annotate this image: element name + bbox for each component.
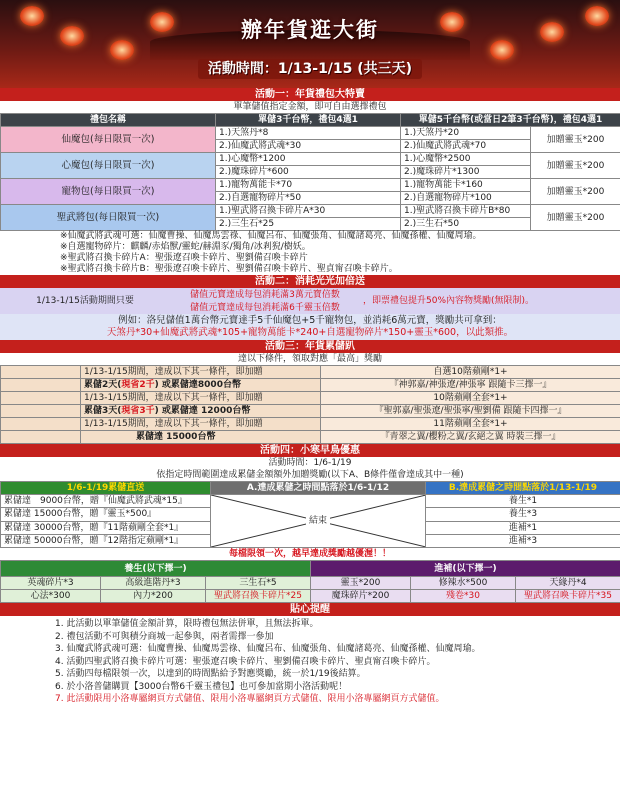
page-title: 辦年貨逛大街 <box>241 18 379 42</box>
choice-item: 三生石*5 <box>206 577 311 590</box>
activity1-note: ※仙魔武將武魂可選：仙魔曹操、仙魔馬雲祿、仙魔呂布、仙魔張角、仙魔諸葛亮、仙魔孫權、仙魔周瑜。 <box>60 231 482 241</box>
activity4-time: 活動時間：1/6-1/19 <box>268 458 352 468</box>
reward-line: 『神郭嘉/神張遼/神張寧 跟隨卡三擇一』 <box>321 379 620 392</box>
pack-item: 1.)天煞丹*20 <box>401 127 531 140</box>
choice-item: 聖武將召換卡碎片*25 <box>206 590 311 603</box>
reward-line: 『聖郭嘉/聖張遼/聖張寧/聖劉備 跟隨卡四擇一』 <box>321 405 620 418</box>
condition-text: 累儲2天( <box>84 380 122 390</box>
col-header: A.達成累儲之時間點落於1/6-1/12 <box>211 482 426 495</box>
evil-header: 進補(以下擇一) <box>311 561 620 577</box>
choice-item: 內力*200 <box>101 590 206 603</box>
choice-item: 心法*300 <box>1 590 101 603</box>
pack-item: 2.)魔珠碎片*600 <box>216 166 401 179</box>
pack-name: 仙魔包(每日限買一次) <box>1 127 216 153</box>
activity3-table <box>0 365 620 444</box>
pack-gift: 加贈靈玉*200 <box>531 205 620 231</box>
activity2-line: 儲值元寶達成每包消耗滿6千靈玉倍數 <box>190 302 340 313</box>
tier-row: 累儲達 9000台幣，贈『仙魔武將武魂*15』 <box>1 495 211 508</box>
activity1-note: ※聖武將召換卡碎片B：聖張遼召喚卡碎片、聖劉備召喚卡碎片、聖貞甯召喚卡碎片。 <box>60 264 398 274</box>
activity2-example <box>0 314 620 340</box>
tip-item: 7. 此活動限用小洛專屬網頁方式儲值、限用小洛專屬網頁方式儲值、限用小洛專屬網頁方式儲值。 <box>55 694 445 704</box>
activity2-box <box>0 288 620 314</box>
col-header: B.達成累儲之時間點落於1/13-1/19 <box>426 482 620 495</box>
choice-item: 修辣水*500 <box>411 577 516 590</box>
condition-line: 1/13-1/15期間，達成以下其一條件，即加贈 <box>81 418 321 431</box>
col-header: 單儲3千台幣，禮包4選1 <box>216 114 401 127</box>
pack-item: 1.)聖武將召換卡碎片A*30 <box>216 205 401 218</box>
activity1-note: ※自選寵物碎片：麒麟/赤焰獸/靈蛇/赫淵豕/獨角/冰剎猊/樹妖。 <box>60 242 311 252</box>
activity1-title: 活動一：年貨禮包大特賣 <box>0 88 620 101</box>
pack-item: 2.)三生石*25 <box>216 218 401 231</box>
tips-title: 貼心提醒 <box>0 603 620 616</box>
activity3-subtitle: 達以下條件，領取對應「最高」獎勵 <box>237 354 382 364</box>
tip-item: 3. 仙魔武將武魂可選：仙魔曹操、仙魔馬雲祿、仙魔呂布、仙魔張角、仙魔諸葛亮、仙魔孫權、仙魔周瑜。 <box>55 644 481 654</box>
pack-item: 1.)心魔幣*1200 <box>216 153 401 166</box>
col-header: 單儲5千台幣(或當日2筆3千台幣)，禮包4選1 <box>401 114 620 127</box>
reward-line: 10階蘋剛全套*1+ <box>321 392 620 405</box>
tip-item: 4. 活動四聖武將召換卡碎片可選：聖張遼召喚卡碎片、聖劉備召喚卡碎片、聖貞甯召喚卡碎片。 <box>55 656 436 667</box>
activity2-line: 儲值元寶達成每包消耗滿3萬元寶倍數 <box>190 289 340 300</box>
col-header: 禮包名稱 <box>1 114 216 127</box>
header-banner <box>0 0 620 88</box>
pack-item: 1.)寵物萬能卡*70 <box>216 179 401 192</box>
activity2-period: 1/13-1/15活動期間只要 <box>36 296 134 306</box>
activity4-title: 活動四：小寒早鳥優惠 <box>0 444 620 457</box>
activity1-table <box>0 113 620 231</box>
choice-item: 高級進階丹*3 <box>101 577 206 590</box>
tier-reward: 進補*1 <box>426 521 620 534</box>
choice-item: 天緣丹*4 <box>516 577 620 590</box>
activity4-subtitle: 依指定時間範圍達成累儲金額額外加贈獎勵(以下A、B條件僅會達成其中一種) <box>156 470 464 480</box>
activity1-subtitle: 單筆儲值指定金額，即可自由選擇禮包 <box>233 102 387 112</box>
condition-line: 1/13-1/15期間，達成以下其一條件，即加贈 <box>81 366 321 379</box>
tier-row: 累儲達 15000台幣，贈『靈玉*500』 <box>1 508 211 521</box>
choice-item: 魔珠碎片*200 <box>311 590 411 603</box>
tier-reward: 養生*3 <box>426 508 620 521</box>
tip-item: 5. 活動四每檔限領一次，以達到的時間點給予對應獎勵，統一於1/19後結算。 <box>55 669 366 679</box>
saving-text: 現省3千 <box>121 406 155 416</box>
col-header: 1/6-1/19累儲直送 <box>1 482 211 495</box>
tier-reward: 進補*3 <box>426 534 620 547</box>
activity2-title: 活動二：消耗光光加倍送 <box>0 275 620 288</box>
pack-item: 2.)仙魔武將武魂*70 <box>401 140 531 153</box>
event-time: 活動時間：1/13-1/15 (共三天) <box>198 59 422 79</box>
tier-row: 累儲達 50000台幣，贈『12階指定蘋剛*1』 <box>1 534 211 547</box>
tip-item: 1. 此活動以單筆儲值金額計算，限時禮包無法併單，且無法拆單。 <box>55 619 319 629</box>
activity2-reward: ，即票禮包提升50%內容物獎勵(無限制)。 <box>363 296 535 306</box>
choice-item: 靈玉*200 <box>311 577 411 590</box>
condition-text: ) 或累儲達 12000台幣 <box>154 406 251 416</box>
activity4-limit: 每檔限領一次，越早達成獎勵越優渥！！ <box>228 549 391 559</box>
ended-label: 結束 <box>306 515 330 527</box>
good-header: 養生(以下擇一) <box>1 561 311 577</box>
reward-line: 『青翠之翼/櫻粉之翼/玄絕之翼 時裝三擇一』 <box>321 431 620 444</box>
saving-text: 現省2千 <box>121 380 155 390</box>
pack-item: 1.)心魔幣*2500 <box>401 153 531 166</box>
tip-item: 2. 禮包活動不可與積分商城一起參與，兩者需擇一參加 <box>55 631 274 642</box>
pack-item: 2.)自選寵物碎片*50 <box>216 192 401 205</box>
tier-reward: 養生*1 <box>426 495 620 508</box>
choice-item: 殘卷*30 <box>411 590 516 603</box>
pack-gift: 加贈靈玉*200 <box>531 179 620 205</box>
pack-item: 2.)魔珠碎片*1300 <box>401 166 531 179</box>
pack-gift: 加贈靈玉*200 <box>531 127 620 153</box>
tier-row: 累儲達 30000台幣，贈『11階蘋剛全套*1』 <box>1 521 211 534</box>
reward-line: 自選10階蘋剛*1+ <box>321 366 620 379</box>
pack-name: 聖武將包(每日限買一次) <box>1 205 216 231</box>
example-line: 例如：洛兒儲值1萬台幣元寶達手5千仙魔包+5千寵物包，並消耗6萬元寶，獎勵共可拿到： <box>118 315 502 326</box>
activity3-title: 活動三：年貨累儲趴 <box>0 340 620 353</box>
choice-item: 英魂碎片*3 <box>1 577 101 590</box>
activity4-table <box>0 481 620 548</box>
pack-name: 心魔包(每日限買一次) <box>1 153 216 179</box>
condition-text: 累儲達 15000台幣 <box>136 432 216 442</box>
reward-choice-table <box>0 560 620 603</box>
pack-item: 2.)三生石*50 <box>401 218 531 231</box>
condition-text: ) 或累儲達8000台幣 <box>154 380 241 390</box>
condition-line: 1/13-1/15期間，達成以下其一條件，即加贈 <box>81 392 321 405</box>
pack-item: 2.)仙魔武將武魂*30 <box>216 140 401 153</box>
tips-list <box>0 616 620 706</box>
tip-item: 6. 於小洛普儲購買【3000台幣6千靈玉禮包】也可參加當期小洛活動呢！ <box>55 681 348 692</box>
ended-cell <box>211 495 426 548</box>
pack-gift: 加贈靈玉*200 <box>531 153 620 179</box>
reward-line: 11階蘋剛全套*1+ <box>321 418 620 431</box>
choice-item: 聖武將召喚卡碎片*35 <box>516 590 620 603</box>
example-line: 天煞丹*30+仙魔武將武魂*105+寵物萬能卡*240+自選寵物碎片*150+靈玉*600，以此類推。 <box>106 327 514 338</box>
pack-item: 2.)自選寵物碎片*100 <box>401 192 531 205</box>
pack-item: 1.)天煞丹*8 <box>216 127 401 140</box>
activity1-note: ※聖武將召換卡碎片A：聖張遼召喚卡碎片、聖劉備召喚卡碎片 <box>60 253 308 263</box>
pack-item: 1.)聖武將召換卡碎片B*80 <box>401 205 531 218</box>
pack-item: 1.)寵物萬能卡*160 <box>401 179 531 192</box>
pack-name: 寵物包(每日限買一次) <box>1 179 216 205</box>
condition-text: 累儲3天( <box>84 406 122 416</box>
